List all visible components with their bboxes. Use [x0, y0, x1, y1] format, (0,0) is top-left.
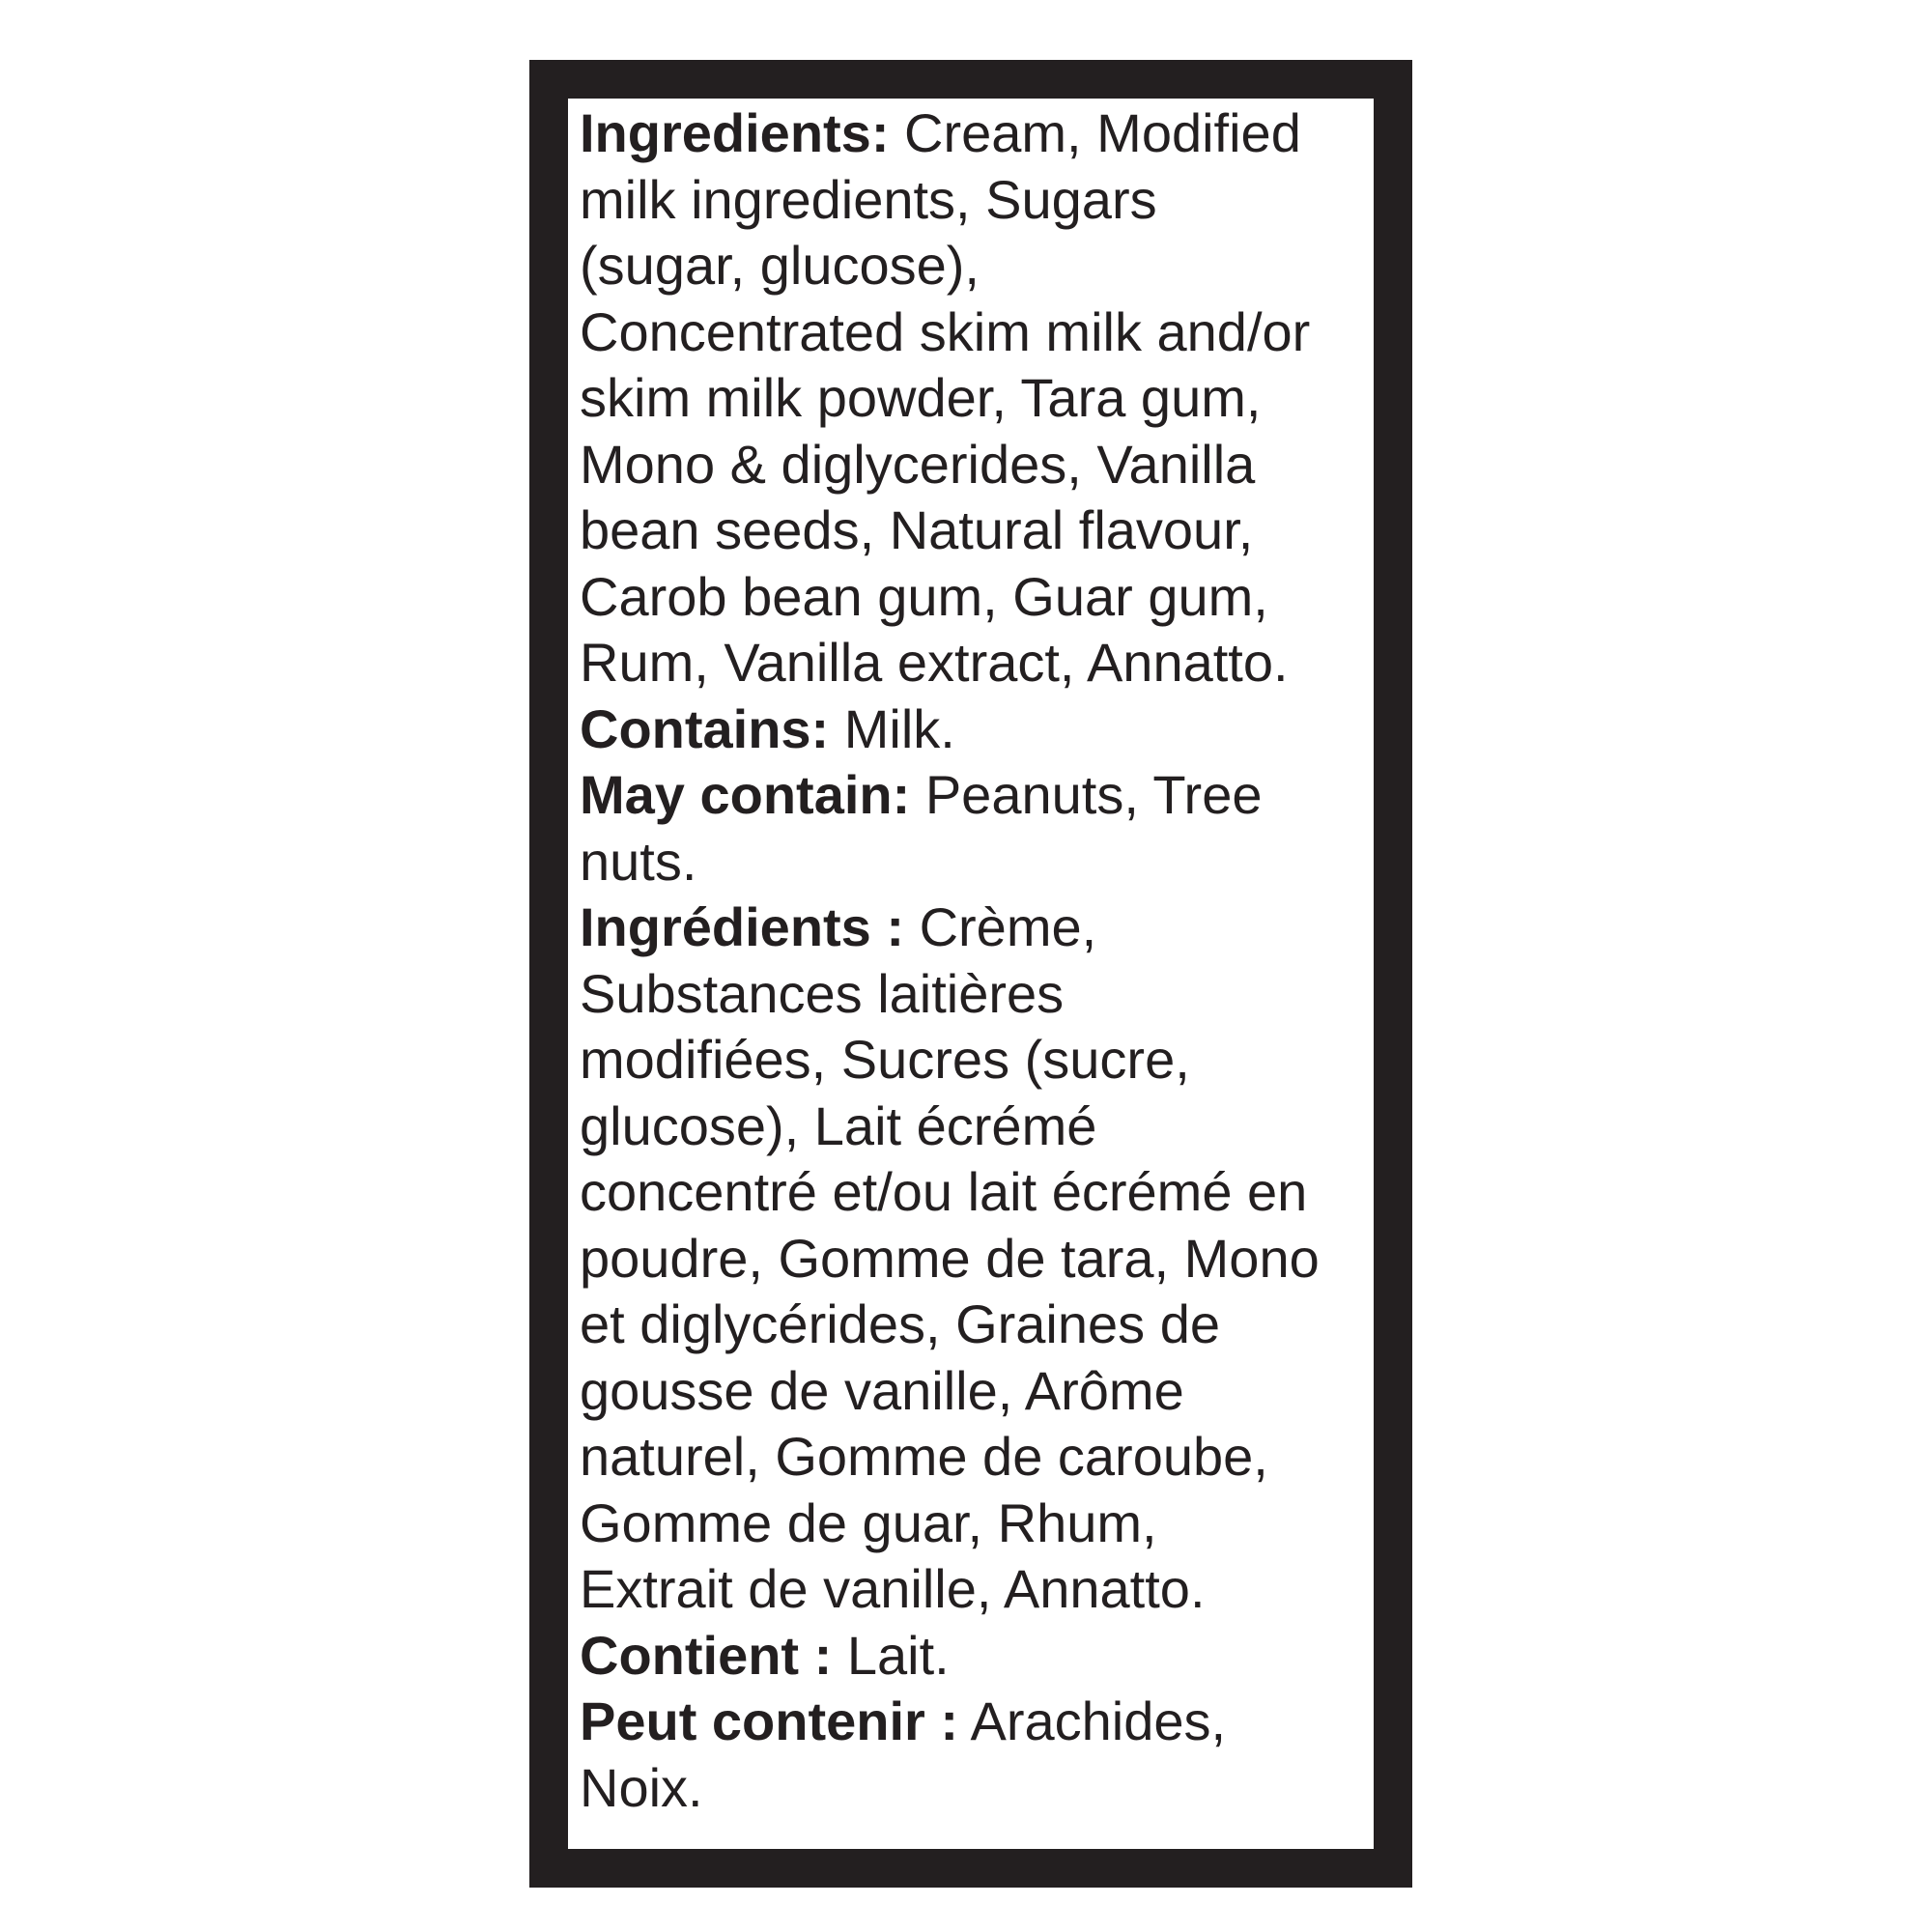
fr-may-contain-text: Arachides, [958, 1690, 1227, 1751]
fr-ingredients-line-6: poudre, Gomme de tara, Mono [580, 1227, 1320, 1289]
en-ingredients-line-5: skim milk powder, Tara gum, [580, 367, 1262, 428]
fr-ingredients-line-4: glucose), Lait écrémé [580, 1094, 1097, 1156]
en-may-contain-line-2: nuts. [580, 830, 697, 892]
en-may-contain-text: Peanuts, Tree [910, 764, 1263, 825]
en-ingredients-line-2: milk ingredients, Sugars [580, 168, 1157, 230]
en-ingredients-text: Cream, Modified [889, 102, 1301, 163]
fr-contains-text: Lait. [832, 1624, 950, 1686]
en-ingredients-line-6: Mono & diglycerides, Vanilla [580, 433, 1256, 495]
fr-ingredients-heading: Ingrédients : [580, 896, 905, 957]
en-contains-heading: Contains: [580, 697, 830, 759]
fr-ingredients-line-11: Extrait de vanille, Annatto. [580, 1558, 1206, 1619]
fr-ingredients-line-5: concentré et/ou lait écrémé en [580, 1161, 1308, 1222]
fr-ingredients-text: Crème, [904, 896, 1097, 957]
fr-may-contain-heading: Peut contenir : [580, 1690, 959, 1751]
fr-ingredients-line-2: Substances laitières [580, 962, 1065, 1024]
fr-ingredients-line-9: naturel, Gomme de caroube, [580, 1426, 1268, 1487]
en-contains-line [580, 696, 1381, 763]
en-may-contain-heading: May contain: [580, 764, 911, 825]
fr-ingredients-line-8: gousse de vanille, Arôme [580, 1359, 1184, 1421]
en-ingredients-heading: Ingredients: [580, 102, 890, 163]
en-may-contain-line-1 [580, 762, 1381, 829]
en-ingredients-line-4: Concentrated skim milk and/or [580, 300, 1311, 362]
fr-contains-heading: Contient : [580, 1624, 833, 1686]
ingredients-label-text [580, 100, 1381, 1821]
en-ingredients-line-7: bean seeds, Natural flavour, [580, 499, 1254, 560]
en-ingredients-line-1 [580, 100, 1381, 167]
fr-ingredients-line-3: modifiées, Sucres (sucre, [580, 1029, 1190, 1090]
en-ingredients-line-3: (sugar, glucose), [580, 235, 980, 296]
fr-may-contain-line-2: Noix. [580, 1756, 703, 1818]
fr-contains-line [580, 1623, 1381, 1690]
en-ingredients-line-8: Carob bean gum, Guar gum, [580, 565, 1268, 627]
fr-may-contain-line-1 [580, 1689, 1381, 1755]
en-ingredients-line-9: Rum, Vanilla extract, Annatto. [580, 632, 1289, 693]
fr-ingredients-line-7: et diglycérides, Graines de [580, 1293, 1221, 1354]
en-contains-text: Milk. [829, 697, 955, 759]
fr-ingredients-line-1 [580, 895, 1381, 961]
fr-ingredients-line-10: Gomme de guar, Rhum, [580, 1492, 1157, 1553]
